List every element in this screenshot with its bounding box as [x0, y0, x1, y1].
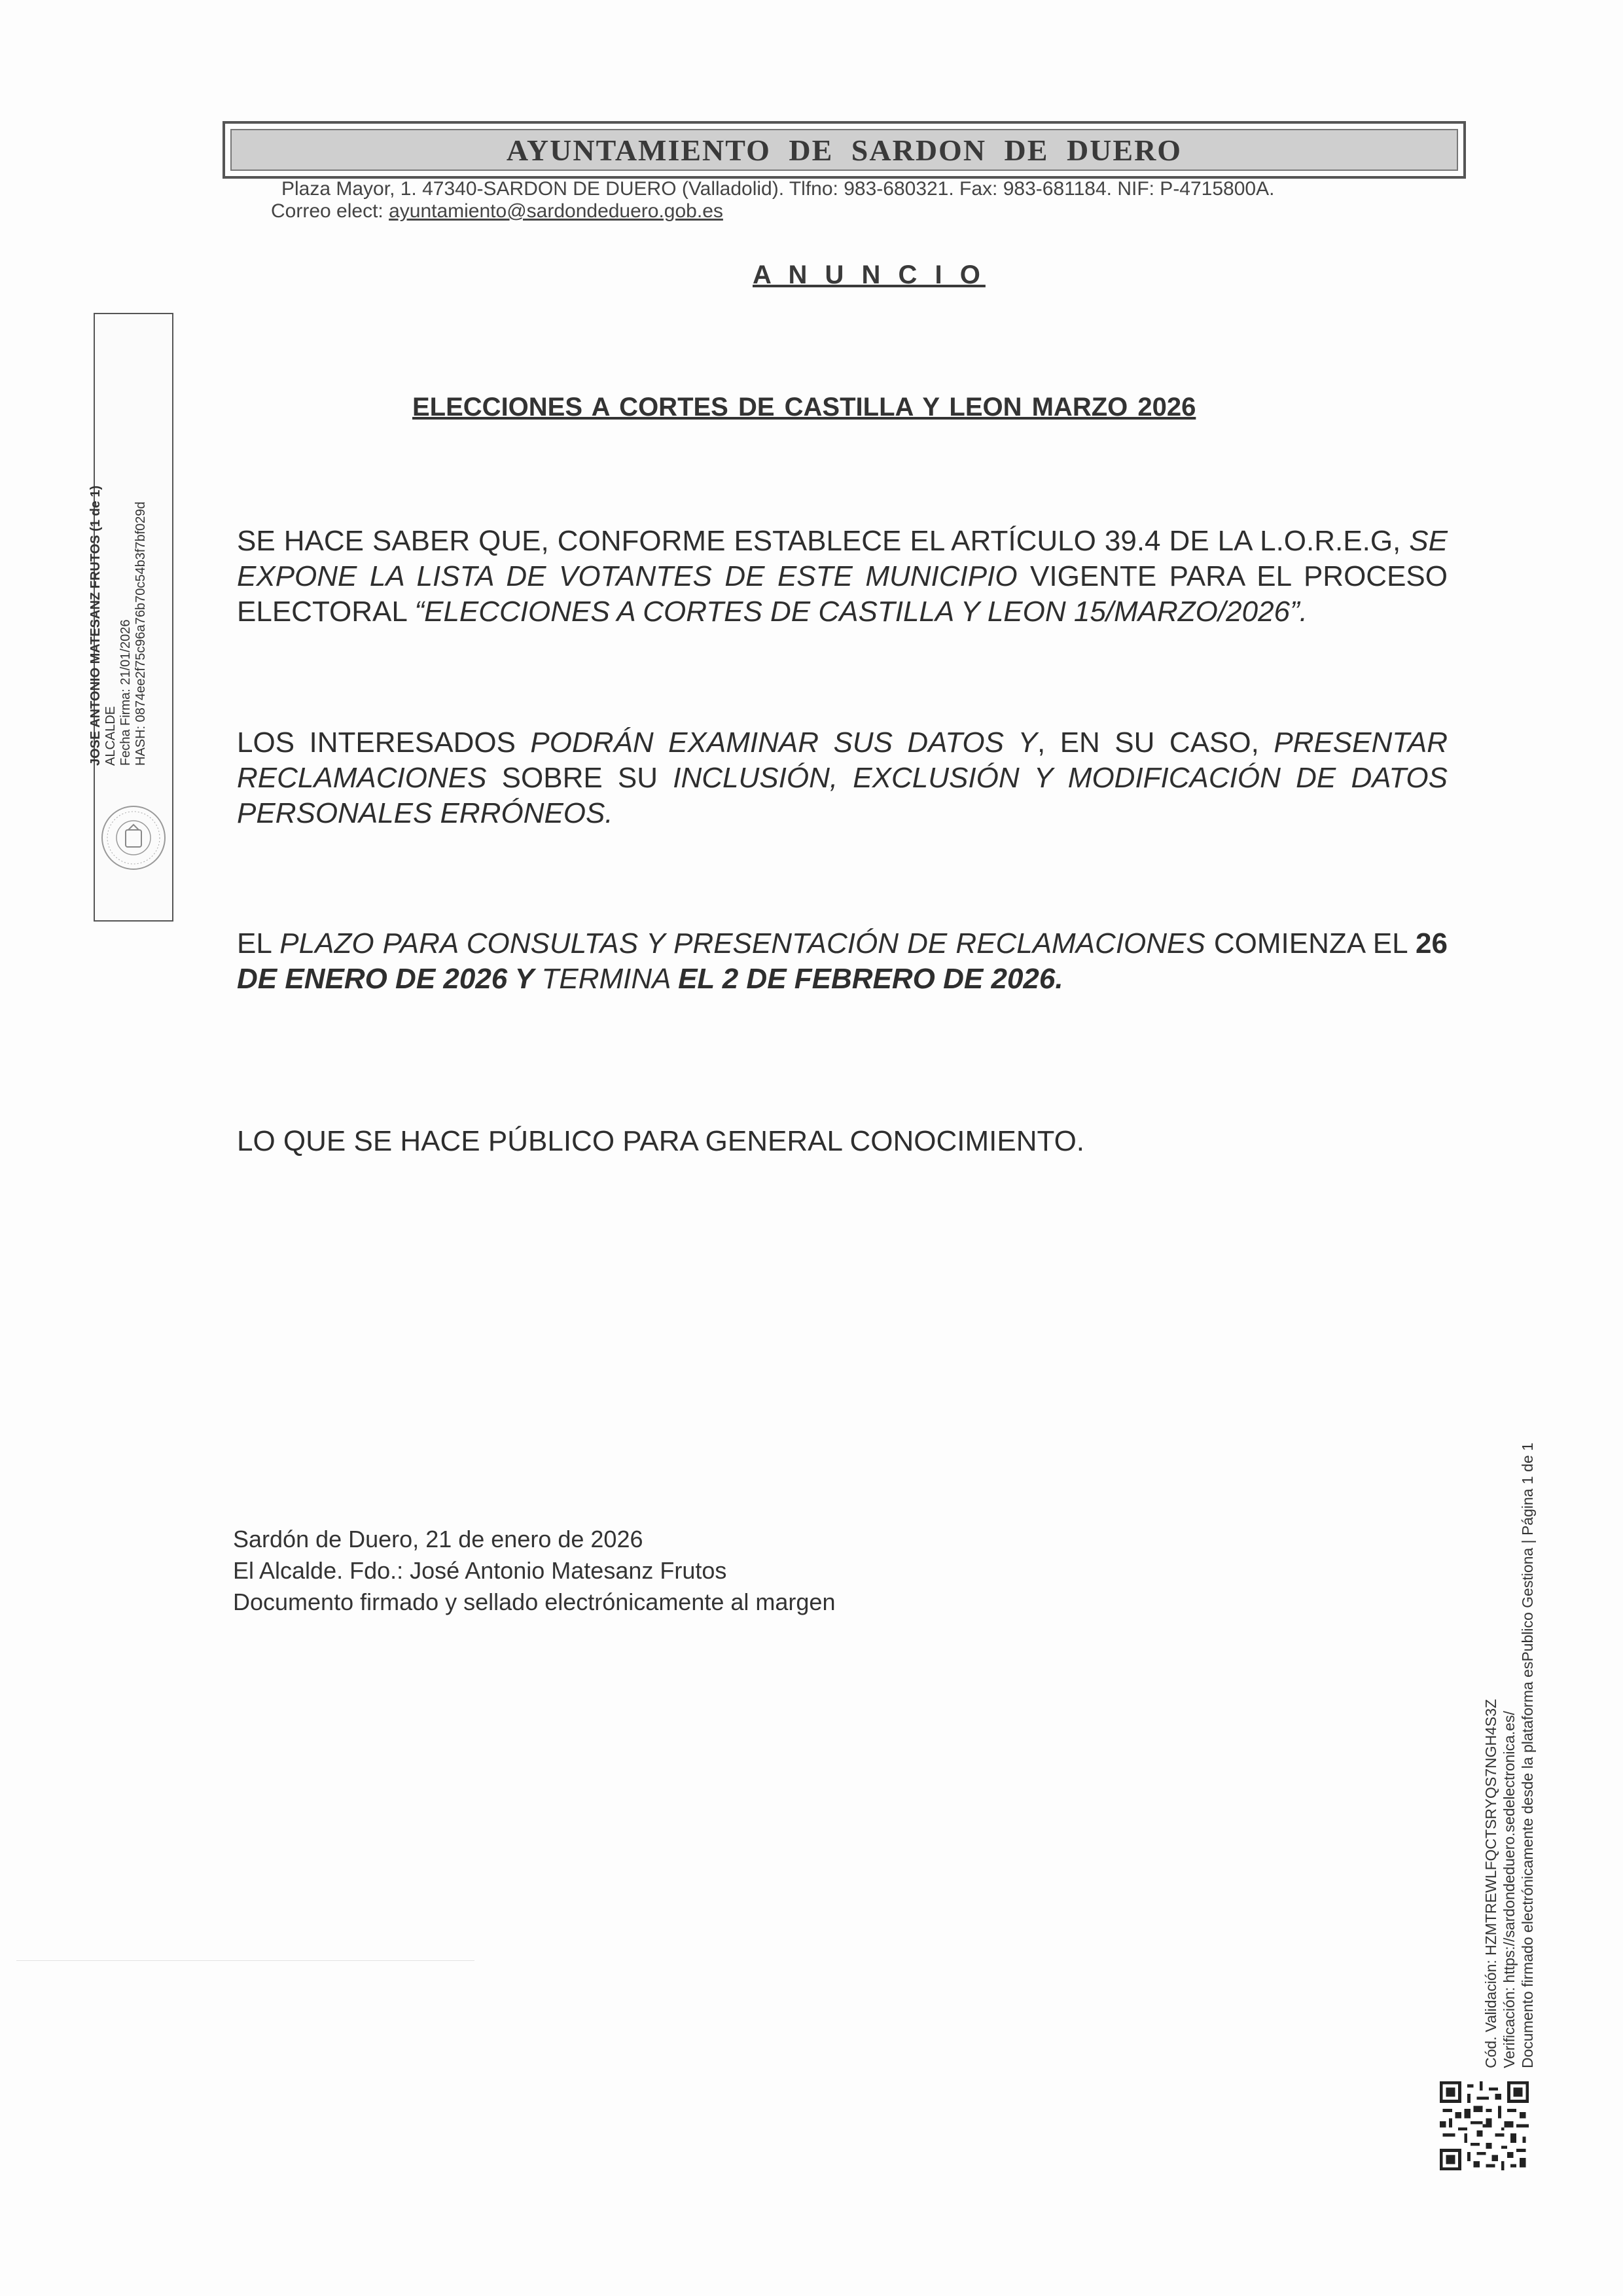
- paragraph-public-notice: LO QUE SE HACE PÚBLICO PARA GENERAL CONOCIMIENTO.: [237, 1125, 1085, 1157]
- stamp-signer: JOSE ANTONIO MATESANZ FRUTOS (1 de 1): [88, 485, 103, 766]
- validation-url[interactable]: Verificación: https://sardondeduero.sedelectronica.es/: [1501, 1711, 1518, 2068]
- validation-note: Documento firmado electrónicamente desde la plataforma esPublico Gestiona | Página 1 de 1: [1519, 1443, 1536, 2068]
- stamp-role: ALCALDE: [103, 706, 118, 766]
- subject-heading: ELECCIONES A CORTES DE CASTILLA Y LEON MARZO 2026: [412, 393, 1196, 422]
- stamp-date: Fecha Firma: 21/01/2026: [118, 619, 133, 766]
- email-link[interactable]: ayuntamiento@sardondeduero.gob.es: [389, 200, 723, 222]
- signature-stamp-text: [88, 486, 149, 766]
- paragraph-claims: LOS INTERESADOS PODRÁN EXAMINAR SUS DATOS Y, EN SU CASO, PRESENTAR RECLAMACIONES SOBRE SU INCLUSIÓN, EXCLUSIÓN Y MODIFICACIÓN DE DATOS PERSONALES ERRÓNEOS.: [237, 726, 1448, 829]
- stamp-hash: HASH: 0874ee2f75c96a76b70c54b3f7bf029d: [134, 501, 148, 766]
- address-line: Plaza Mayor, 1. 47340-SARDON DE DUERO (Valladolid). Tlfno: 983-680321. Fax: 983-681184. NIF: P-4715800A.: [281, 178, 1275, 200]
- header-banner: [230, 129, 1458, 171]
- header-box: [223, 121, 1466, 179]
- municipal-seal-icon: [99, 804, 168, 872]
- signature-note: Documento firmado y sellado electrónicamente al margen: [233, 1588, 836, 1615]
- document-type-heading: A N U N C I O: [753, 260, 986, 289]
- place-date: Sardón de Duero, 21 de enero de 2026: [233, 1526, 643, 1552]
- validation-text: [1482, 1443, 1537, 2068]
- municipality-title: AYUNTAMIENTO DE SARDON DE DUERO: [506, 133, 1183, 167]
- qr-code-icon[interactable]: [1440, 2081, 1529, 2170]
- signature-block: [233, 1524, 835, 1618]
- validation-code: Cód. Validación: HZMTREWLFQCTSRYQS7NGH4S3Z: [1482, 1698, 1499, 2068]
- scan-artifact-line: [16, 1960, 474, 1961]
- email-label: Correo elect:: [271, 200, 389, 222]
- paragraph-exposure: SE HACE SABER QUE, CONFORME ESTABLECE EL ARTÍCULO 39.4 DE LA L.O.R.E.G, SE EXPONE LA LISTA DE VOTANTES DE ESTE MUNICIPIO VIGENTE PARA EL PROCESO ELECTORAL “ELECCIONES A CORTES DE CASTILLA Y LEON 15/MARZO/2026”.: [237, 525, 1448, 628]
- email-line: [271, 200, 723, 223]
- signer-name: El Alcalde. Fdo.: José Antonio Matesanz Frutos: [233, 1557, 727, 1584]
- paragraph-deadline: EL PLAZO PARA CONSULTAS Y PRESENTACIÓN DE RECLAMACIONES COMIENZA EL 26 DE ENERO DE 2026 Y TERMINA EL 2 DE FEBRERO DE 2026.: [237, 927, 1448, 995]
